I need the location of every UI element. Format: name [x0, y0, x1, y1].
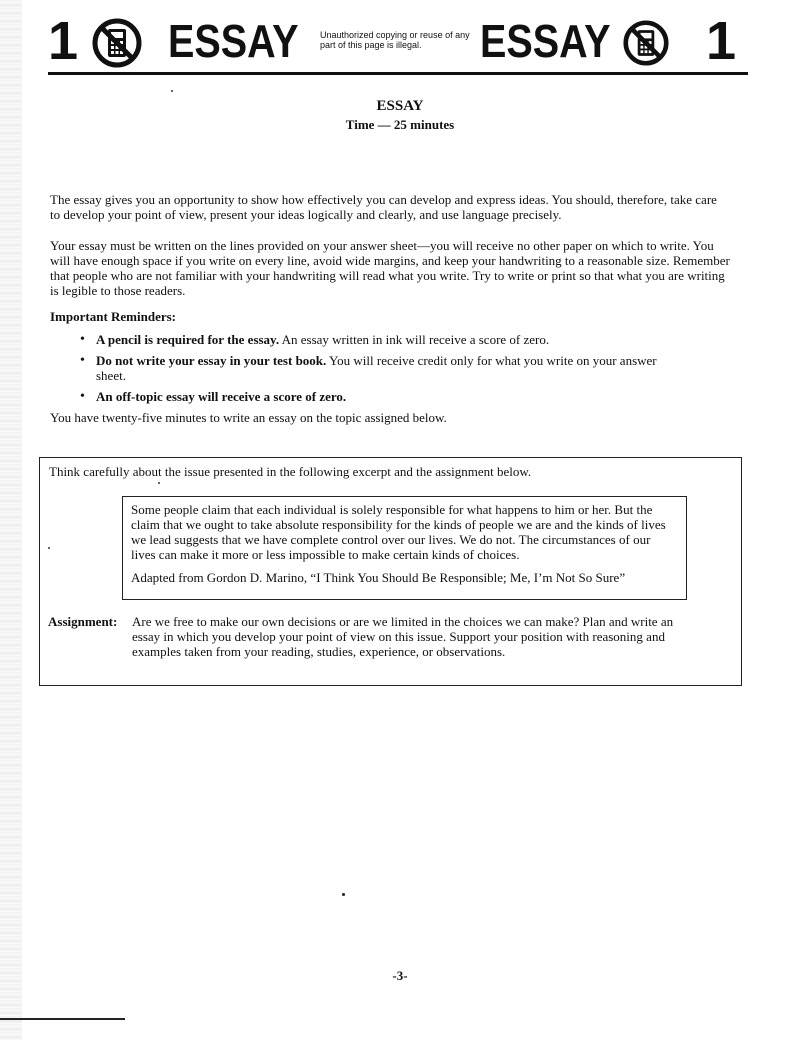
assignment-label: Assignment: [48, 614, 118, 629]
reminder-bold: An off-topic essay will receive a score of zero. [96, 389, 347, 404]
page-number: -3- [392, 968, 408, 983]
reminder-text: An essay written in ink will receive a score of zero. [279, 332, 550, 347]
scan-edge-line [0, 1018, 125, 1020]
reminders-list [80, 332, 680, 410]
no-calculator-icon [623, 20, 669, 66]
scan-speck [171, 90, 173, 92]
assignment-text: Are we free to make our own decisions or are we limited in the choices we can make? Plan and write an essay in which you develop your point of view on this issue. Support your position with reasoning and examples taken from your reading, studies, experience, or observations. [132, 614, 674, 659]
excerpt-box [122, 496, 687, 600]
section-word-right: ESSAY [480, 15, 611, 67]
reminder-text: You will receive credit only for what you write on your answer sheet. [96, 353, 657, 383]
list-item [80, 332, 680, 347]
list-item [80, 389, 680, 404]
excerpt-text: Some people claim that each individual is solely responsible for what happens to him or her. But the claim that we ought to take absolute responsibility for the kinds of people we are and the kinds of lives we lead suggests that we have complete control over our lives. We do not. The circumstances of our lives can make it more or less impossible to make certain kinds of choices. [131, 502, 666, 562]
section-number-left: 1 [48, 11, 79, 71]
page-title: ESSAY [376, 98, 424, 114]
reminder-bold: Do not write your essay in your test book. [96, 353, 327, 368]
excerpt-source: Adapted from Gordon D. Marino, “I Think You Should Be Responsible; Me, I’m Not So Sure” [131, 570, 626, 585]
scan-speck [342, 893, 345, 896]
instructions-paragraph-2: Your essay must be written on the lines provided on your answer sheet—you will receive no other paper on which to write. You will have enough space if you write on every line, avoid wide margins, and keep your handwriting to a reasonable size. Remember that people who are not familiar with your handwriting will read what you write. Try to write or print so that what you are writing is legible to those readers. [50, 238, 730, 298]
section-word-left: ESSAY [168, 15, 299, 67]
section-number-right: 1 [705, 11, 736, 71]
reminders-heading: Important Reminders: [50, 309, 177, 324]
instructions-paragraph-1: The essay gives you an opportunity to show how effectively you can develop and express ideas. You should, therefore, take care to develop your point of view, present your ideas logically and clearly, and use language precisely. [50, 192, 717, 222]
page-header [48, 10, 748, 72]
scan-edge-noise [0, 0, 22, 1040]
header-rule [48, 72, 748, 75]
time-limit: Time — 25 minutes [345, 117, 455, 132]
scan-speck [158, 482, 160, 484]
list-item [80, 353, 680, 383]
no-calculator-icon [92, 18, 142, 68]
prompt-lead: Think carefully about the issue presented in the following excerpt and the assignment below. [49, 464, 532, 479]
intro-text: You have twenty-five minutes to write an essay on the topic assigned below. [50, 410, 447, 425]
scan-speck [48, 547, 50, 549]
reminder-bold: A pencil is required for the essay. [96, 332, 280, 347]
copyright-notice: Unauthorized copying or reuse of any part of this page is illegal. [320, 30, 470, 50]
essay-prompt-box [39, 457, 742, 686]
